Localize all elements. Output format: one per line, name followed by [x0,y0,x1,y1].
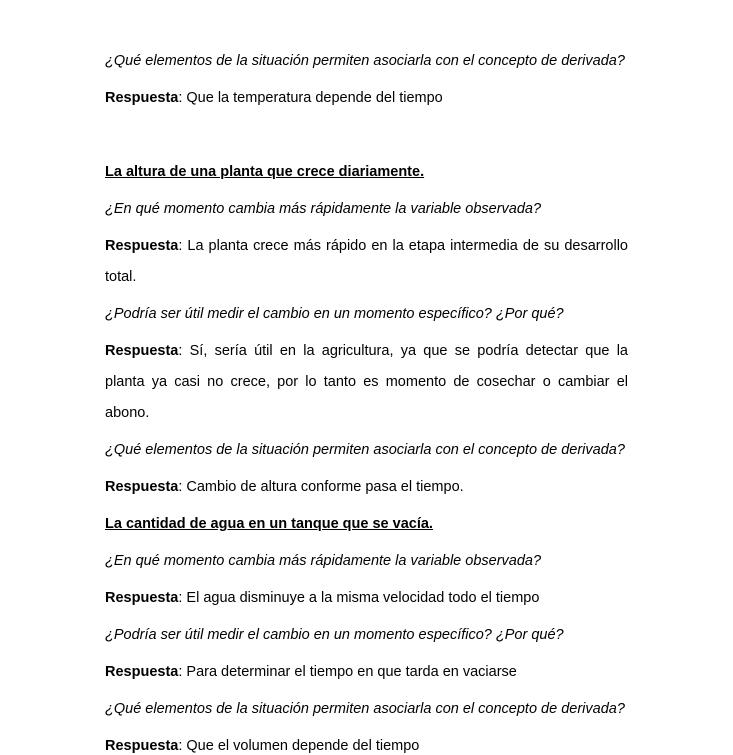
answer-label: Respuesta [105,590,179,606]
answer-text: : Para determinar el tiempo en que tarda en vaciarse [178,664,517,680]
answer-label: Respuesta [105,90,179,106]
answer-paragraph [105,231,628,293]
answer-text: : Cambio de altura conforme pasa el tiempo. [178,479,464,495]
answer-paragraph [105,472,628,503]
answer-paragraph [105,731,628,755]
section-heading-text: La altura de una planta que crece diariamente. [105,164,425,180]
empty-line [105,120,628,151]
answer-label: Respuesta [105,664,179,680]
answer-text: : Que el volumen depende del tiempo [178,738,420,754]
answer-text: : La planta crece más rápido en la etapa intermedia de su desarrollo total. [105,238,628,285]
answer-text: : Sí, sería útil en la agricultura, ya que se podría detectar que la planta ya casi no crece, por lo tanto es momento de cosechar o cambiar el abono. [105,343,628,421]
answer-label: Respuesta [105,479,179,495]
section-heading-planta [105,157,628,188]
question-paragraph: ¿Qué elementos de la situación permiten asociarla con el concepto de derivada? [105,53,625,69]
answer-paragraph [105,657,628,688]
answer-label: Respuesta [105,738,179,754]
section-heading-tanque [105,509,628,540]
document-body [105,46,628,755]
question-paragraph: ¿En qué momento cambia más rápidamente la variable observada? [105,201,542,217]
answer-paragraph [105,583,628,614]
question-paragraph: ¿Podría ser útil medir el cambio en un momento específico? ¿Por qué? [105,627,564,643]
answer-text: : El agua disminuye a la misma velocidad todo el tiempo [178,590,540,606]
answer-label: Respuesta [105,343,179,359]
section-heading-text: La cantidad de agua en un tanque que se vacía. [105,516,433,532]
question-paragraph: ¿Qué elementos de la situación permiten asociarla con el concepto de derivada? [105,701,625,717]
question-paragraph: ¿Podría ser útil medir el cambio en un momento específico? ¿Por qué? [105,306,564,322]
answer-paragraph [105,336,628,429]
answer-paragraph [105,83,628,114]
question-paragraph: ¿Qué elementos de la situación permiten asociarla con el concepto de derivada? [105,442,625,458]
answer-text: : Que la temperatura depende del tiempo [178,90,443,106]
question-paragraph: ¿En qué momento cambia más rápidamente la variable observada? [105,553,542,569]
answer-label: Respuesta [105,238,179,254]
